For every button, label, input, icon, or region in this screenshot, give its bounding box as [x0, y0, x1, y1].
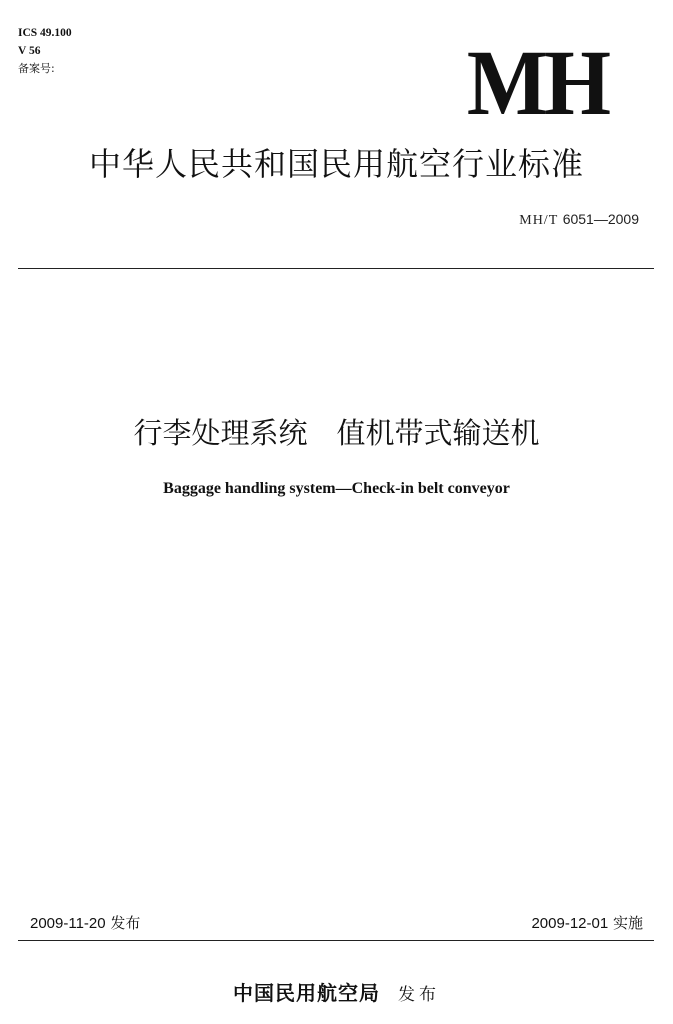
ccs-code: V 56 [18, 45, 41, 57]
effective-date-label: 实施 [612, 914, 643, 932]
document-title-english: Baggage handling system—Check-in belt conveyor [163, 480, 510, 497]
ics-code: ICS 49.100 [18, 27, 72, 39]
issue-date [30, 913, 140, 934]
filing-number-label: 备案号: [18, 62, 55, 75]
standard-number-prefix: MH/T [519, 213, 559, 228]
issue-date-label: 发布 [110, 914, 141, 932]
bottom-divider [18, 940, 654, 941]
mh-logo: MH [466, 30, 607, 135]
publish-label: 发布 [398, 985, 440, 1005]
publisher-name: 中国民用航空局 [233, 981, 380, 1005]
standard-category-title: 中华人民共和国民用航空行业标准 [88, 145, 584, 183]
effective-date-value: 2009-12-01 [531, 915, 609, 932]
publisher-line [0, 980, 673, 1008]
standard-number [519, 210, 639, 230]
top-divider [18, 268, 654, 269]
standard-number-code: 6051—2009 [562, 211, 639, 227]
effective-date [531, 913, 643, 934]
document-title-chinese: 行李处理系统 值机带式输送机 [133, 416, 540, 450]
issue-date-value: 2009-11-20 [30, 915, 106, 932]
